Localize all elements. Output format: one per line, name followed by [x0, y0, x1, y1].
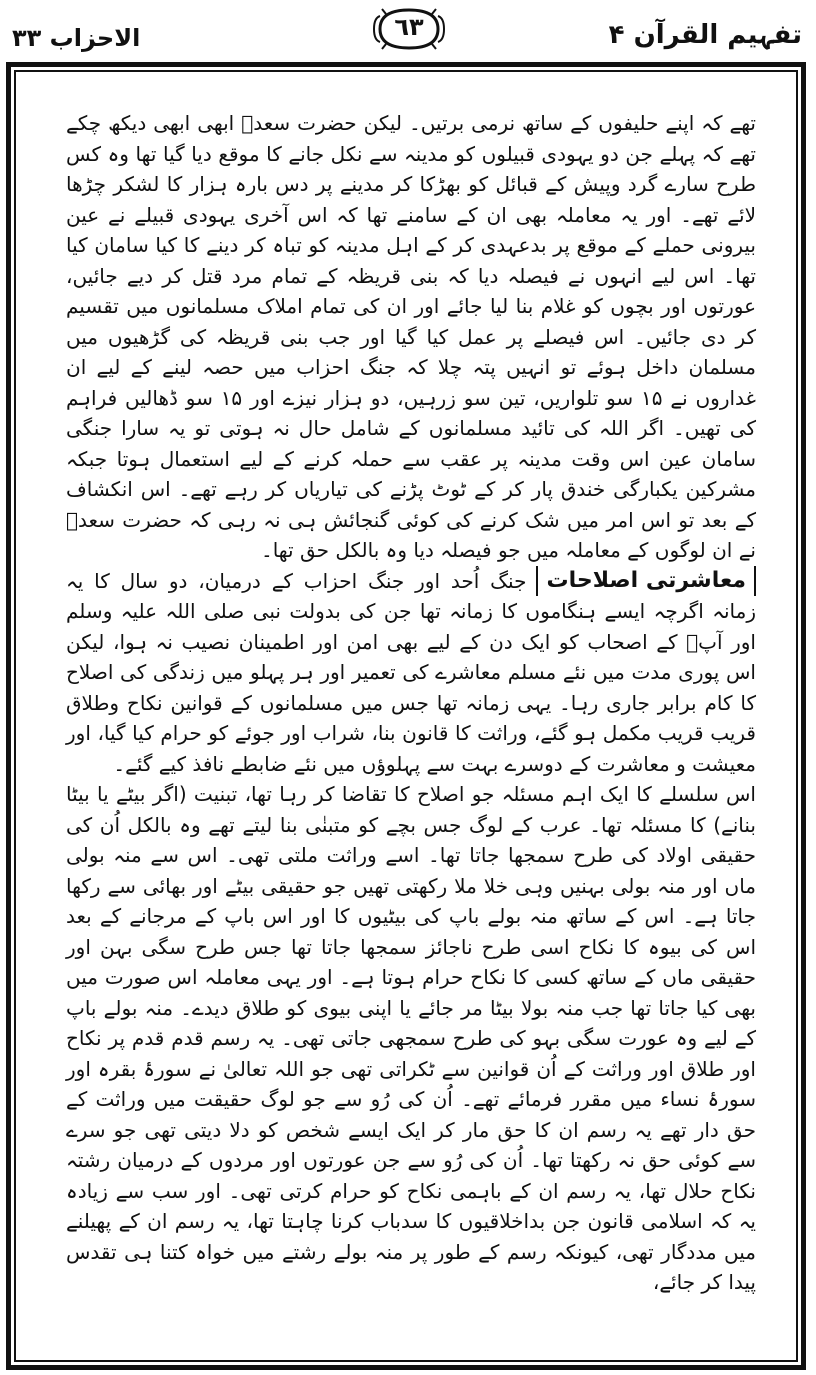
side-heading: معاشرتی اصلاحات — [536, 566, 756, 596]
paragraph-2-text: جنگ اُحد اور جنگ احزاب کے درمیان، دو سال کا یہ زمانہ اگرچہ ایسے ہنگاموں کا زمانہ تھا جن کی بدولت نبی صلی اللہ علیہ وسلم اور آپؐ کے اصحاب کو ایک دن کے لیے بھی امن اور اطمینان نصیب نہ ہوا، لیکن اس پوری مدت میں نئے مسلم معاشرے کی تعمیر اور ہر پہلو میں زندگی کی اصلاح کا کام برابر جاری رہا۔ یہی زمانہ تھا جس میں مسلمانوں کے قوانین نکاح وطلاق قریب قریب مکمل ہو گئے، وراثت کا قانون بنا، شراب اور جوئے کو حرام کیا گیا، اور معیشت و معاشرت کے دوسرے بہت سے پہلوؤں میں نئے ضابطے نافذ کیے گئے۔ — [66, 568, 756, 776]
book-title: تفہیم القرآن ۴ — [608, 20, 802, 50]
paragraph-2 — [66, 566, 756, 780]
page-number-badge — [372, 6, 446, 52]
surah-title: الاحزاب ٣٣ — [12, 24, 141, 52]
page-number: ٦٣ — [394, 13, 424, 41]
page-header — [0, 0, 816, 56]
page-body — [66, 108, 756, 1358]
paragraph-3: اس سلسلے کا ایک اہم مسئلہ جو اصلاح کا تقاضا کر رہا تھا، تبنیت (اگر بیٹے یا بیٹا بنانے) کا مسئلہ تھا۔ عرب کے لوگ جس بچے کو متبنٰی بنا لیتے تھے وہ بالکل اُن کی حقیقی اولاد کی طرح سمجھا جاتا تھا۔ اسے وراثت ملتی تھی۔ اس سے منہ بولی ماں اور منہ بولی بہنیں وہی خلا ملا رکھتی تھیں جو حقیقی بیٹے اور بھائی سے رکھا جاتا ہے۔ اس کے ساتھ منہ بولے باپ کی بیٹیوں کا اور اس باپ کے مرجانے کے بعد اس کی بیوہ کا نکاح اسی طرح ناجائز سمجھا جاتا تھا جس طرح سگی بہن اور حقیقی ماں کے ساتھ کسی کا نکاح حرام ہوتا ہے۔ اور یہی معاملہ اس صورت میں بھی کیا جاتا تھا جب منہ بولا بیٹا مر جائے یا اپنی بیوی کو طلاق دیدے۔ منہ بولے باپ کے لیے وہ عورت سگی بہو کی طرح سمجھی جاتی تھی۔ یہ رسم قدم قدم پر نکاح اور طلاق اور وراثت کے اُن قوانین سے ٹکراتی تھی جو اللہ تعالیٰ نے سورۂ بقرہ اور سورۂ نساء میں مقرر فرمائے تھے۔ اُن کی رُو سے جو لوگ حقیقت میں وراثت کے حق دار تھے یہ رسم ان کا حق مار کر ایک ایسے شخص کو دلا دیتی تھی جو سرے سے کوئی حق نہ رکھتا تھا۔ اُن کی رُو سے جن عورتوں اور مردوں کے درمیان رشتہ نکاح حلال تھا، یہ رسم ان کے باہمی نکاح کو حرام کرتی تھی۔ اور سب سے زیادہ یہ کہ اسلامی قانون جن بداخلاقیوں کا سدباب کرنا چاہتا تھا، یہ رسم ان کے پھیلنے میں مددگار تھی، کیونکہ رسم کے طور پر منہ بولے رشتے میں خواہ کتنا ہی تقدس پیدا کر جائے، — [66, 782, 756, 1294]
paragraph-1: تھے کہ اپنے حلیفوں کے ساتھ نرمی برتیں۔ لیکن حضرت سعدؓ ابھی ابھی دیکھ چکے تھے کہ پہلے جن دو یہودی قبیلوں کو مدینہ سے نکل جانے کا موقع دیا گیا تھا وہ کس طرح سارے گرد وپیش کے قبائل کو بھڑکا کر مدینے پر دس بارہ ہزار کا لشکر چڑھا لائے تھے۔ اور یہ معاملہ بھی ان کے سامنے تھا کہ اس آخری یہودی قبیلے نے عین بیرونی حملے کے موقع پر بدعہدی کر کے اہل مدینہ کو تباہ کر دینے کا کیا سامان کیا تھا۔ اس لیے انہوں نے فیصلہ دیا کہ بنی قریظہ کے تمام مرد قتل کر دیے جائیں، عورتوں اور بچوں کو غلام بنا لیا جائے اور ان کی تمام املاک مسلمانوں میں تقسیم کر دی جائیں۔ اس فیصلے پر عمل کیا گیا اور جب بنی قریظہ کی گڑھیوں میں مسلمان داخل ہوئے تو انہیں پتہ چلا کہ جنگ احزاب میں حصہ لینے کے لیے ان غداروں نے ۱۵ سو تلواریں، تین سو زرہیں، دو ہزار نیزے اور ۱۵ سو ڈھالیں فراہم کی تھیں۔ اگر اللہ کی تائید مسلمانوں کے شامل حال نہ ہوتی تو یہ سارا جنگی سامان عین اس وقت مدینہ پر عقب سے حملہ کرنے کے لیے استعمال ہوتا جبکہ مشرکین یکبارگی خندق پار کر کے ٹوٹ پڑنے کی تیاریاں کر رہے تھے۔ اس انکشاف کے بعد تو اس امر میں شک کرنے کی کوئی گنجائش ہی نہ رہی کہ حضرت سعدؓ نے ان لوگوں کے معاملہ میں جو فیصلہ دیا وہ بالکل حق تھا۔ — [66, 111, 756, 562]
